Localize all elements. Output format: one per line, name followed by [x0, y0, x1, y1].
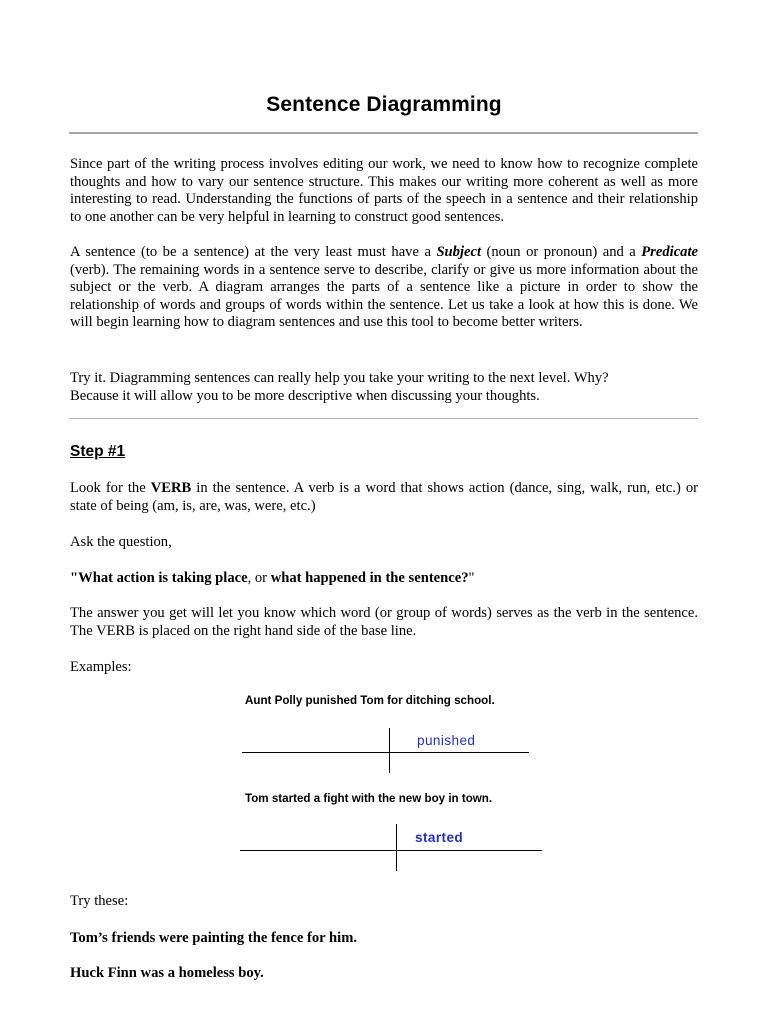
p3-line-2: Because it will allow you to be more descriptive when discussing your thoughts. — [70, 387, 540, 404]
section-divider — [69, 418, 698, 419]
diagram-base-line — [240, 850, 542, 851]
subject-term: Subject — [436, 244, 482, 260]
diagram-verb-1: punished — [417, 733, 476, 748]
try-these-label: Try these: — [70, 893, 129, 909]
practice-sentence-1: Tom’s friends were painting the fence for him. — [70, 930, 357, 946]
diagram-verb-2: started — [415, 830, 464, 845]
practice-sentence-2: Huck Finn was a homeless boy. — [70, 965, 264, 981]
step-heading: Step #1 — [70, 443, 126, 460]
answer-paragraph: The answer you get will let you know which word (or group of words) serves as the verb in the sentence. The VERB is placed on the right hand side of the base line. — [70, 605, 698, 639]
verb-definition-paragraph — [70, 480, 698, 515]
intro-paragraph-1: Since part of the writing process involves editing our work, we need to know how to recognize complete thoughts and how to vary our sentence structure. This makes our writing more coherent as well as more interesting to read. Understanding the functions of parts of the speech in a sentence and their relationship to one another can be very helpful in learning to construct good sentences. — [70, 156, 698, 225]
example-sentence-2: Tom started a fight with the new boy in town. — [245, 792, 493, 805]
diagram-base-line — [242, 752, 529, 753]
question-paragraph — [70, 570, 698, 588]
intro-paragraph-2 — [70, 244, 698, 332]
examples-label: Examples: — [70, 659, 132, 675]
question-2: what happened in the sentence? — [270, 570, 469, 586]
predicate-term: Predicate — [641, 244, 698, 260]
title-divider — [69, 132, 698, 134]
subject-verb-divider — [396, 824, 397, 871]
p2-text-a: A sentence (to be a sentence) at the very least must have a — [70, 244, 437, 260]
question-1: What action is taking place — [78, 570, 248, 586]
page-title: Sentence Diagramming — [266, 93, 502, 116]
p4-text-a: Look for the — [70, 480, 151, 496]
p3-line-1: Try it. Diagramming sentences can really help you take your writing to the next level. Why? — [70, 370, 609, 386]
p2-text-c: (verb). The remaining words in a sentence serve to describe, clarify or give us more information about the subject or the verb. A diagram arranges the parts of a sentence like a picture in order to show the relationship of words and groups of words within the sentence. Let us take a look at how this is done. We will begin learning how to diagram sentences and use this tool to become better writers. — [70, 261, 698, 331]
quote-open: " — [70, 570, 79, 586]
verb-term: VERB — [150, 480, 192, 496]
p2-text-b: (noun or pronoun) and a — [481, 244, 642, 260]
question-connector: , or — [247, 570, 271, 586]
quote-close: " — [468, 570, 475, 586]
ask-question-paragraph: Ask the question, — [70, 534, 172, 550]
example-sentence-1: Aunt Polly punished Tom for ditching school. — [245, 694, 495, 707]
intro-paragraph-3 — [70, 370, 698, 405]
subject-verb-divider — [389, 728, 390, 773]
p4-text-b: in the sentence. A verb is a word that shows action (dance, sing, walk, run, etc.) or state of being (am, is, are, was, were, etc.) — [70, 480, 698, 514]
